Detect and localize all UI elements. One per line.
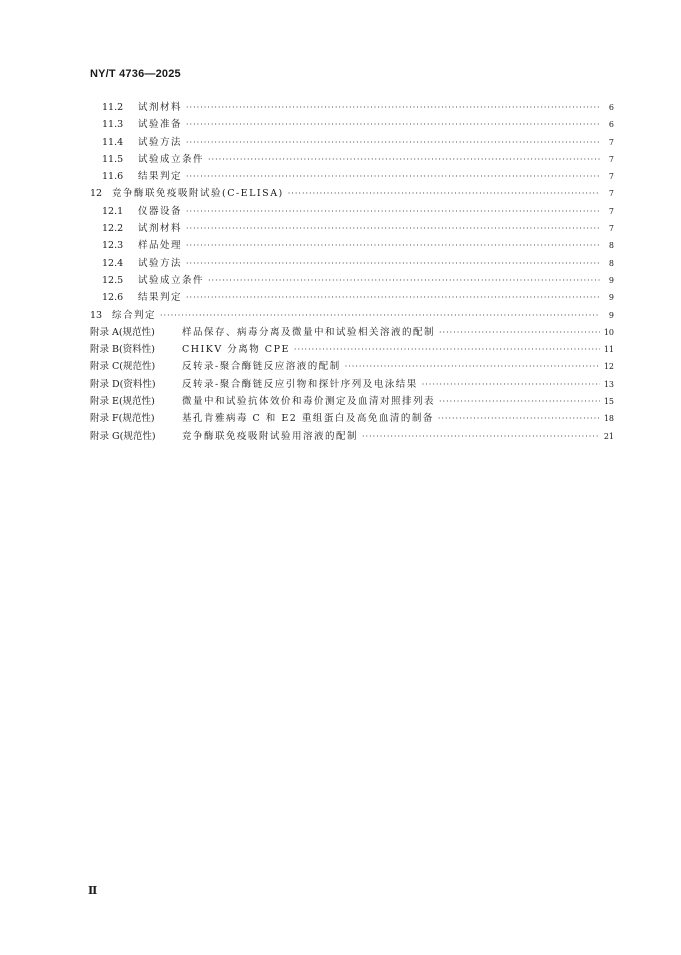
toc-entry-number: 12.1 (102, 205, 124, 217)
toc-entry-page: 7 (608, 172, 614, 182)
toc-dot-leader (160, 311, 600, 320)
toc-entry-number: 附录 B(资料性) (90, 344, 155, 356)
toc-entry-title: 样品保存、病毒分离及微量中和试验相关溶液的配制 (182, 326, 436, 338)
toc-entry[interactable] (90, 134, 614, 151)
toc-entry-title: CHIKV 分离物 CPE (182, 344, 290, 356)
toc-entry-number: 11.3 (102, 119, 124, 131)
toc-entry[interactable] (90, 220, 614, 237)
toc-entry[interactable] (90, 358, 614, 375)
toc-dot-leader (439, 328, 600, 337)
toc-entry-number: 附录 C(规范性) (90, 361, 156, 373)
toc-dot-leader (186, 241, 600, 250)
table-of-contents (90, 99, 614, 445)
toc-entry-page: 10 (603, 327, 614, 337)
toc-dot-leader (288, 189, 600, 198)
toc-entry-title: 试剂材料 (138, 102, 183, 113)
toc-entry-number: 11.2 (102, 102, 124, 113)
toc-entry-number: 附录 D(资料性) (90, 378, 156, 390)
toc-dot-leader (186, 103, 600, 112)
toc-entry-page: 7 (608, 206, 614, 216)
toc-entry-number: 附录 A(规范性) (90, 326, 155, 338)
toc-entry[interactable] (90, 393, 614, 410)
toc-entry-title: 微量中和试验抗体效价和毒价测定及血清对照排列表 (182, 396, 436, 408)
toc-entry-number: 附录 E(规范性) (90, 396, 155, 408)
toc-entry[interactable] (90, 185, 614, 202)
toc-dot-leader (186, 207, 600, 216)
toc-entry-page: 21 (603, 431, 614, 441)
toc-entry-page: 6 (608, 103, 614, 112)
toc-entry-title: 试验方法 (138, 136, 183, 148)
toc-entry[interactable] (90, 324, 614, 341)
toc-entry-page: 12 (603, 362, 614, 372)
toc-entry-number: 12.5 (102, 274, 124, 286)
toc-entry-page: 9 (608, 293, 614, 303)
toc-entry[interactable] (90, 272, 614, 289)
toc-entry-title: 基孔肯雅病毒 C 和 E2 重组蛋白及高免血清的制备 (182, 413, 434, 425)
toc-entry-page: 11 (603, 345, 614, 355)
toc-entry-number: 11.4 (102, 136, 124, 148)
toc-entry[interactable] (90, 203, 614, 220)
toc-entry-title: 结果判定 (138, 171, 183, 183)
toc-entry-title: 试验方法 (138, 257, 183, 269)
toc-entry[interactable] (90, 410, 614, 427)
toc-entry-number: 附录 F(规范性) (90, 413, 155, 425)
toc-entry-title: 试验准备 (138, 119, 183, 131)
toc-entry-title: 试剂材料 (138, 223, 183, 235)
toc-entry-page: 7 (608, 189, 614, 199)
toc-entry-title: 试验成立条件 (138, 274, 205, 286)
toc-dot-leader (186, 172, 600, 181)
toc-dot-leader (208, 155, 600, 164)
toc-entry-page: 13 (603, 379, 614, 389)
toc-entry-page: 6 (608, 120, 614, 130)
toc-entry[interactable] (90, 376, 614, 393)
toc-dot-leader (186, 293, 600, 302)
toc-entry-page: 7 (608, 137, 614, 147)
toc-entry-number: 附录 G(规范性) (90, 430, 156, 442)
toc-entry-title: 综合判定 (112, 309, 157, 321)
toc-entry-title: 竞争酶联免疫吸附试验用溶液的配制 (182, 430, 359, 442)
toc-entry-title: 竞争酶联免疫吸附试验(C-ELISA) (112, 188, 284, 200)
toc-dot-leader (422, 380, 600, 389)
toc-entry[interactable] (90, 428, 614, 445)
toc-entry[interactable] (90, 99, 614, 116)
document-code-header: NY/T 4736—2025 (90, 68, 181, 80)
toc-entry[interactable] (90, 341, 614, 358)
toc-entry-title: 结果判定 (138, 292, 183, 304)
toc-entry-number: 12.6 (102, 292, 124, 304)
toc-entry-page: 7 (608, 224, 614, 234)
toc-dot-leader (439, 397, 600, 406)
toc-entry-number: 12.4 (102, 257, 124, 269)
toc-dot-leader (208, 276, 600, 285)
toc-entry[interactable] (90, 307, 614, 324)
toc-entry-number: 11.6 (102, 171, 124, 183)
toc-dot-leader (186, 120, 600, 129)
toc-dot-leader (345, 362, 600, 371)
toc-entry-title: 仪器设备 (138, 205, 183, 217)
toc-entry-page: 18 (603, 414, 614, 424)
toc-entry-title: 试验成立条件 (138, 153, 205, 165)
toc-dot-leader (438, 414, 600, 423)
toc-entry[interactable] (90, 116, 614, 133)
toc-dot-leader (186, 224, 600, 233)
toc-entry-number: 12.2 (102, 223, 124, 235)
toc-entry-page: 9 (608, 275, 614, 285)
toc-entry[interactable] (90, 255, 614, 272)
toc-entry-title: 反转录-聚合酶链反应引物和探针序列及电泳结果 (182, 378, 418, 390)
toc-entry[interactable] (90, 237, 614, 254)
toc-entry-title: 反转录-聚合酶链反应溶液的配制 (182, 361, 341, 373)
toc-entry-page: 8 (608, 258, 614, 268)
toc-entry-title: 样品处理 (138, 240, 183, 252)
toc-dot-leader (186, 138, 600, 147)
toc-entry-number: 12 (90, 188, 103, 200)
toc-entry-page: 9 (608, 310, 614, 320)
toc-entry[interactable] (90, 289, 614, 306)
toc-dot-leader (362, 432, 600, 441)
toc-entry[interactable] (90, 168, 614, 185)
page-number: Ⅱ (88, 884, 98, 897)
toc-entry-number: 12.3 (102, 240, 124, 252)
toc-dot-leader (294, 345, 600, 354)
toc-entry-page: 7 (608, 154, 614, 164)
toc-dot-leader (186, 259, 600, 268)
toc-entry-page: 8 (608, 241, 614, 251)
toc-entry-number: 13 (90, 309, 103, 321)
toc-entry[interactable] (90, 151, 614, 168)
toc-entry-number: 11.5 (102, 153, 124, 165)
toc-entry-page: 15 (603, 397, 614, 407)
